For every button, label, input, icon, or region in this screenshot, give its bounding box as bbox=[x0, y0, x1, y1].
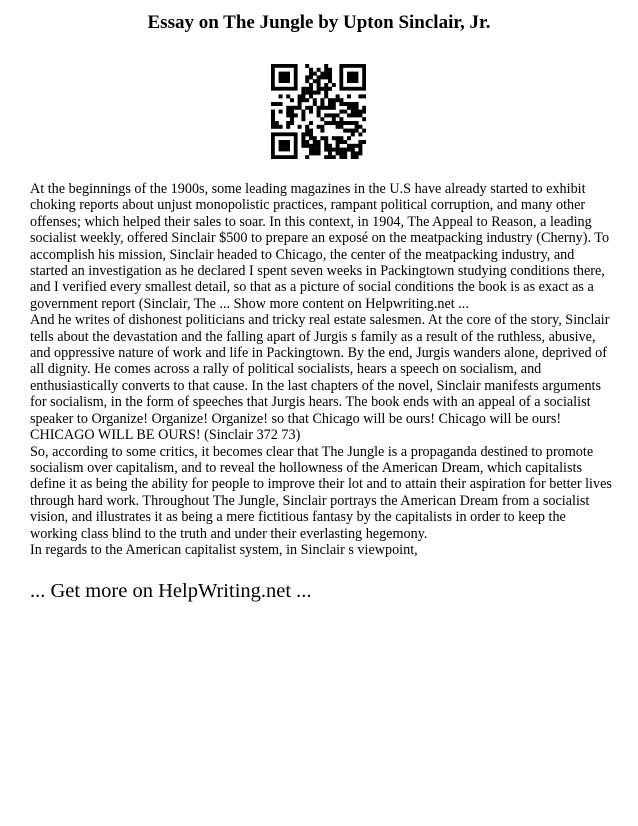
paragraph: And he writes of dishonest politicians and tricky real estate salesmen. At the core of the story, Sinclair tells about the devastation and the falling apart of Jurgis s family as a result of the ruthless, abusive, and oppressive nature of work and life in Packingtown. By the end, Jurgis wanders alone, deprived of all dignity. He comes across a rally of political socialists, hears a speech on socialism, and enthusiastically converts to that cause. In the last chapters of the novel, Sinclair manifests arguments for socialism, in the form of speeches that Jurgis hears. The book ends with an appeal of a socialist speaker to Organize! Organize! Organize! so that Chicago will be ours! Chicago will be ours! CHICAGO WILL BE OURS! (Sinclair 372 73) bbox=[30, 312, 610, 444]
essay-body bbox=[30, 181, 612, 558]
qr-code-icon bbox=[271, 64, 366, 159]
document-title: Essay on The Jungle by Upton Sinclair, Jr. bbox=[147, 12, 491, 33]
paragraph: At the beginnings of the 1900s, some leading magazines in the U.S have already started to exhibit choking reports about unjust monopolistic practices, rampant political corruption, and many other offenses; which helped their sales to soar. In this context, in 1904, The Appeal to Reason, a leading socialist weekly, offered Sinclair $500 to prepare an exposé on the meatpacking industry (Cherny). To accomplish his mission, Sinclair headed to Chicago, the center of the meatpacking industry, and started an investigation as he declared I spent seven weeks in Packingtown studying conditions there, and I verified every smallest detail, so that as a picture of social conditions the book is as exact as a government report (Sinclair, The ... Show more content on Helpwriting.net ... bbox=[30, 181, 610, 312]
paragraph: In regards to the American capitalist system, in Sinclair s viewpoint, bbox=[30, 541, 418, 558]
paragraph: So, according to some critics, it becomes clear that The Jungle is a propaganda destined to promote socialism over capitalism, and to reveal the hollowness of the American Dream, which capitalists define it as being the ability for people to improve their lot and to attain their aspiration for better lives through hard work. Throughout The Jungle, Sinclair portrays the American Dream from a socialist vision, and illustrates it as being a mere fictitious fantasy by the capitalists in order to keep the working class blind to the truth and under their everlasting hegemony. bbox=[30, 443, 612, 542]
get-more-link[interactable]: ... Get more on HelpWriting.net ... bbox=[30, 580, 312, 602]
